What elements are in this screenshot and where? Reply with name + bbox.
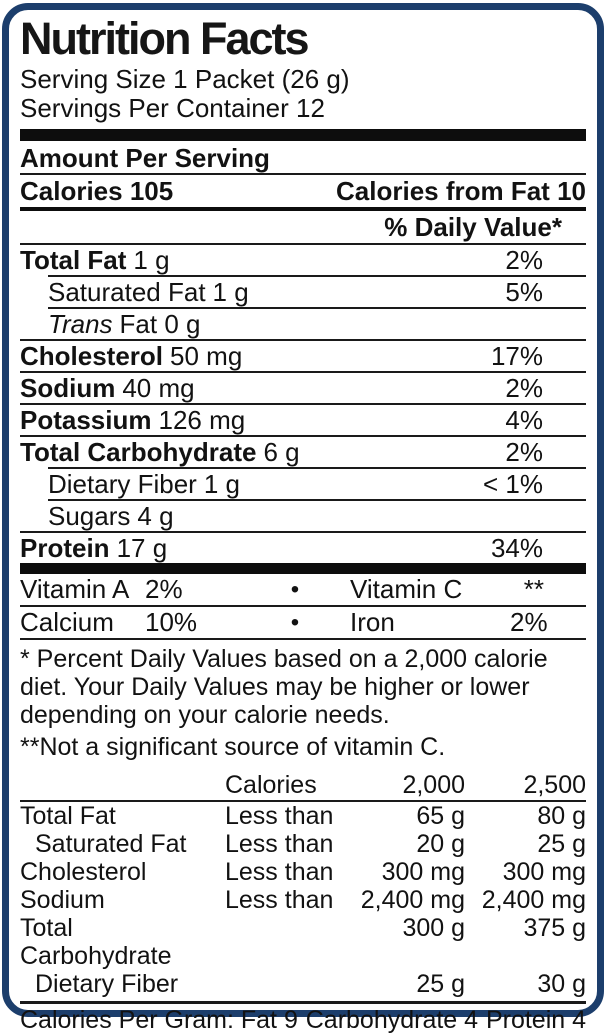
- vitamin-rows: [20, 574, 586, 640]
- reference-qualifier: [225, 914, 345, 970]
- reference-header-calories: Calories: [225, 771, 317, 799]
- nutrient-label: [20, 406, 245, 434]
- reference-row: [20, 802, 586, 830]
- nutrient-name: Potassium: [20, 405, 152, 435]
- nutrient-daily-value: < 1%: [483, 469, 543, 499]
- nutrient-name: Total Fat: [20, 245, 127, 275]
- nutrient-row: [20, 373, 586, 403]
- amount-per-serving-heading: Amount Per Serving: [20, 141, 586, 175]
- reference-row: [20, 886, 586, 914]
- calories-value: Calories 105: [20, 176, 174, 206]
- vitamin-right-name: Vitamin C: [350, 574, 463, 604]
- daily-value-header: % Daily Value*: [20, 211, 586, 245]
- calories-per-gram-row: [20, 1001, 586, 1035]
- vitamin-c-footnote: **Not a significant source of vitamin C.: [20, 733, 446, 761]
- reference-nutrient-name: Sodium: [20, 886, 105, 914]
- reference-qualifier: Less than: [225, 886, 334, 914]
- nutrient-label: [20, 278, 249, 306]
- nutrient-row: [20, 341, 586, 371]
- nutrient-daily-value: 34%: [490, 533, 543, 563]
- daily-values-footnote: * Percent Daily Values based on a 2,000 calorie diet. Your Daily Values may be higher or lower depending on your calorie needs.: [20, 645, 548, 729]
- bullet-separator: •: [290, 576, 300, 603]
- vitamin-row: [20, 574, 586, 605]
- vitamin-left-name: Vitamin A: [20, 574, 130, 604]
- calories-from-fat-value: Calories from Fat 10: [336, 176, 586, 206]
- nutrition-facts-label: [2, 3, 604, 1034]
- reference-value-2000: 300 mg: [381, 858, 465, 886]
- bullet-separator: •: [290, 609, 300, 636]
- nutrient-daily-value: 2%: [505, 245, 543, 275]
- reference-value-2500: 375 g: [523, 914, 586, 942]
- reference-header-2500: 2,500: [523, 771, 586, 799]
- nutrient-row: [20, 309, 586, 339]
- nutrient-daily-value: 4%: [505, 405, 543, 435]
- reference-nutrient-name: Total Fat: [20, 802, 116, 830]
- nutrient-amount: 6 g: [263, 437, 300, 467]
- nutrient-label: [20, 342, 242, 370]
- reference-qualifier: [225, 970, 345, 998]
- nutrient-name: Dietary Fiber: [48, 469, 197, 499]
- nutrient-amount: 1 g: [133, 245, 170, 275]
- nutrient-row: [20, 533, 586, 563]
- reference-qualifier: Less than: [225, 830, 334, 858]
- nutrient-amount: 1 g: [203, 469, 240, 499]
- nutrient-amount: 17 g: [116, 533, 168, 563]
- reference-value-2000: 65 g: [416, 802, 465, 830]
- reference-nutrient-name: Total Carbohydrate: [20, 914, 172, 970]
- nutrient-label: [20, 374, 195, 402]
- nutrient-daily-value: 2%: [505, 373, 543, 403]
- vitamin-right-value: 2%: [510, 607, 548, 637]
- vitamin-left-name: Calcium: [20, 607, 114, 637]
- nutrient-amount: 50 mg: [170, 341, 243, 371]
- reference-value-2000: 20 g: [416, 830, 465, 858]
- label-title: Nutrition Facts: [20, 13, 308, 64]
- reference-header-2000: 2,000: [402, 771, 465, 799]
- nutrient-name: Sugars: [48, 501, 131, 531]
- nutrient-daily-value: 2%: [505, 437, 543, 467]
- nutrient-label: [20, 310, 200, 338]
- vitamin-left-value: 2%: [145, 574, 183, 604]
- reference-nutrient-name: Cholesterol: [20, 858, 147, 886]
- vitamin-right-value: **: [523, 574, 544, 604]
- nutrient-amount: 1 g: [212, 277, 249, 307]
- reference-value-2500: 2,400 mg: [481, 886, 586, 914]
- nutrient-row: [20, 501, 586, 531]
- nutrient-amount: 4 g: [137, 501, 174, 531]
- reference-qualifier: Less than: [225, 858, 334, 886]
- nutrient-label: [20, 470, 240, 498]
- nutrient-row: [20, 277, 586, 307]
- reference-row: [20, 970, 586, 998]
- reference-value-2500: 25 g: [537, 830, 586, 858]
- reference-value-2000: 2,400 mg: [360, 886, 465, 914]
- nutrient-row: [20, 245, 586, 275]
- calories-row: [20, 175, 586, 207]
- serving-size: Serving Size 1 Packet (26 g): [20, 64, 350, 94]
- nutrient-amount: 40 mg: [122, 373, 195, 403]
- servings-per-container: Servings Per Container 12: [20, 93, 325, 123]
- reference-nutrient-name: Saturated Fat: [35, 830, 187, 858]
- divider-thick-vitamins: [20, 563, 586, 574]
- reference-value-2500: 300 mg: [502, 858, 586, 886]
- nutrient-label: [20, 502, 174, 530]
- reference-row: [20, 914, 586, 970]
- nutrient-name: Cholesterol: [20, 341, 164, 371]
- nutrient-name: Protein: [20, 533, 110, 563]
- nutrient-daily-value: [543, 502, 586, 530]
- reference-row: [20, 858, 586, 886]
- vitamin-right-name: Iron: [350, 607, 395, 637]
- nutrient-label: [20, 438, 300, 466]
- reference-qualifier: Less than: [225, 802, 334, 830]
- nutrient-amount: Fat 0 g: [119, 309, 201, 339]
- nutrient-rows: [20, 245, 586, 563]
- reference-row: [20, 830, 586, 858]
- nutrient-row: [20, 469, 586, 499]
- nutrient-label: [20, 534, 167, 562]
- nutrient-daily-value: 17%: [490, 341, 543, 371]
- calories-per-gram-segment: Protein 4: [485, 1006, 586, 1034]
- reference-value-2500: 30 g: [537, 970, 586, 998]
- nutrient-name: Total Carbohydrate: [20, 437, 257, 467]
- nutrient-daily-value: 5%: [505, 277, 543, 307]
- nutrient-name: Sodium: [20, 373, 116, 403]
- nutrient-name: Saturated Fat: [48, 277, 206, 307]
- reference-table-rows: [20, 802, 586, 998]
- reference-value-2000: 300 g: [402, 914, 465, 942]
- nutrient-label: [20, 246, 170, 274]
- nutrient-name: Trans: [48, 309, 113, 339]
- vitamin-row: [20, 605, 586, 638]
- reference-value-2000: 25 g: [416, 970, 465, 998]
- divider-thick-top: [20, 129, 586, 141]
- nutrient-amount: 126 mg: [158, 405, 246, 435]
- reference-header-spacer: [20, 771, 225, 799]
- calories-per-gram-segment: Calories Per Gram: Fat 9: [20, 1006, 298, 1034]
- reference-table-header: [20, 770, 586, 802]
- nutrient-daily-value: [543, 310, 586, 338]
- reference-value-2500: 80 g: [537, 802, 586, 830]
- nutrient-row: [20, 437, 586, 467]
- reference-nutrient-name: Dietary Fiber: [35, 970, 179, 998]
- calories-per-gram-segment: Carbohydrate 4: [305, 1006, 479, 1034]
- vitamin-left-value: 10%: [145, 607, 198, 637]
- nutrient-row: [20, 405, 586, 435]
